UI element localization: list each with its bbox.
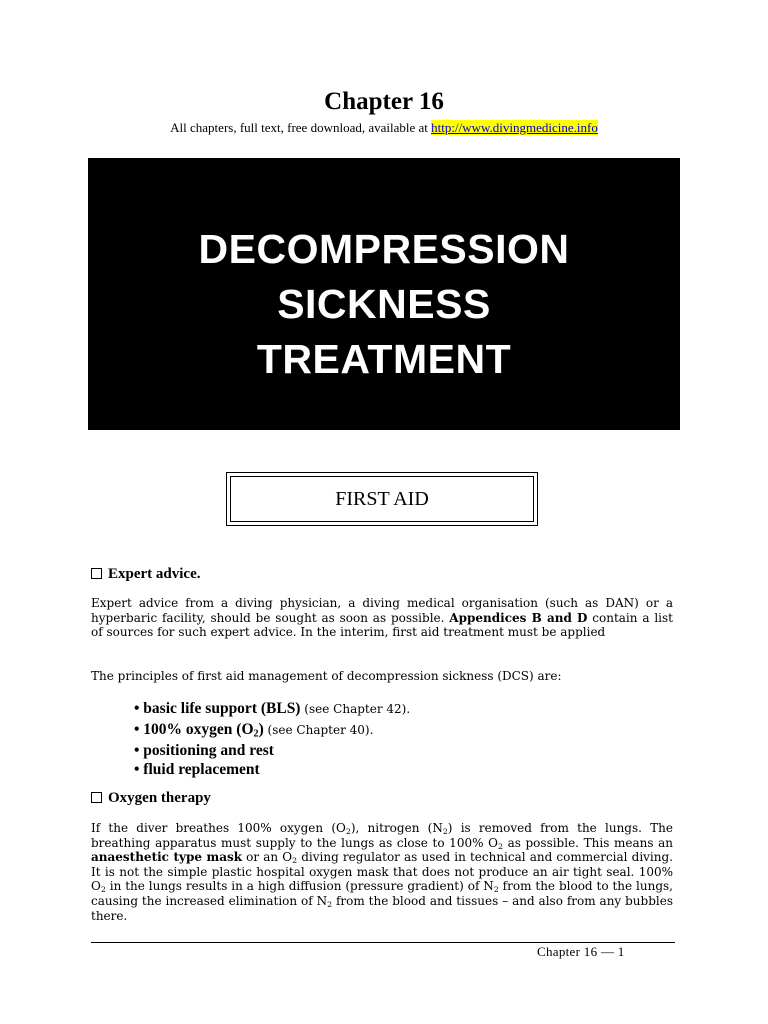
footer-divider: [91, 942, 675, 943]
paragraph-text: in the lungs results in a high diffusion (pressure gradient) of N: [105, 879, 494, 894]
expert-advice-heading: [91, 566, 200, 583]
paragraph-text: contain a list of sources for such expert advice. In the interim, first aid treatment must be applied: [91, 610, 673, 640]
oxygen-therapy-heading: [91, 790, 211, 807]
subscript: 2: [100, 885, 106, 895]
paragraph-text: or an O: [242, 850, 293, 865]
paragraph-text: ), nitrogen (N: [350, 821, 443, 835]
list-item-note: (see Chapter 40).: [263, 722, 374, 737]
title-line-1: DECOMPRESSION: [198, 226, 570, 272]
title-line-3: TREATMENT: [256, 336, 512, 382]
paragraph-text: diving regulator as used in technical and commercial diving. It is not the simple plastic hospital oxygen mask that does not produce an air tight seal. 100% O: [91, 850, 673, 894]
download-link[interactable]: http://www.divingmedicine.info: [431, 120, 598, 135]
expert-advice-paragraph: [91, 596, 673, 640]
list-item: • fluid replacement: [134, 761, 260, 779]
subscript: 2: [442, 826, 448, 836]
paragraph-text: Expert advice from a diving physician, a diving medical organisation (such as DAN) or a hyperbaric facility, should be sought as soon as possible.: [91, 596, 673, 625]
section-label: FIRST AID: [230, 476, 534, 522]
subscript: 2: [497, 841, 503, 851]
list-item: [134, 699, 634, 720]
principles-list: [134, 699, 634, 780]
list-item: [134, 720, 634, 741]
list-item-text: ): [258, 720, 264, 738]
list-item: • positioning and rest: [134, 741, 274, 759]
paragraph-text: as possible. This means an: [502, 835, 674, 850]
page-footer: Chapter 16 — 1: [537, 944, 625, 959]
paragraph-text: ) is removed from the lungs. The breathing apparatus must supply to the lungs as close to 100% O: [91, 821, 673, 850]
subscript: 2: [327, 899, 333, 909]
subscript: 2: [493, 885, 499, 895]
subscript: 2: [345, 826, 351, 836]
paragraph-text: from the blood and tissues – and also from any bubbles there.: [91, 893, 673, 923]
oxygen-therapy-heading-text: Oxygen therapy: [108, 790, 211, 806]
oxygen-therapy-paragraph: [91, 821, 673, 923]
document-title: [88, 222, 680, 387]
checkbox-icon: [91, 792, 102, 803]
subscript: 2: [292, 856, 298, 866]
subscript: 2: [253, 728, 259, 740]
appendices-reference: Appendices B and D: [449, 610, 588, 625]
list-item-text: • basic life support (BLS): [134, 700, 301, 717]
section-banner: [226, 472, 538, 526]
mask-type-emphasis: anaesthetic type mask: [91, 850, 243, 865]
checkbox-icon: [91, 568, 102, 579]
chapter-title: Chapter 16: [324, 88, 444, 115]
paragraph-text: from the blood to the lungs, causing the increased elimination of N: [91, 879, 673, 908]
list-item-note: (see Chapter 42).: [300, 702, 411, 716]
expert-advice-heading-text: Expert advice.: [108, 566, 201, 582]
title-block: [88, 158, 680, 430]
title-line-2: SICKNESS: [277, 281, 491, 327]
availability-line: [0, 120, 768, 136]
principles-intro: The principles of first aid management of decompression sickness (DCS) are:: [91, 669, 562, 683]
list-item-text: • 100% oxygen (O: [134, 720, 254, 738]
availability-text: All chapters, full text, free download, available at: [170, 120, 432, 135]
paragraph-text: If the diver breathes 100% oxygen (O: [91, 821, 346, 835]
